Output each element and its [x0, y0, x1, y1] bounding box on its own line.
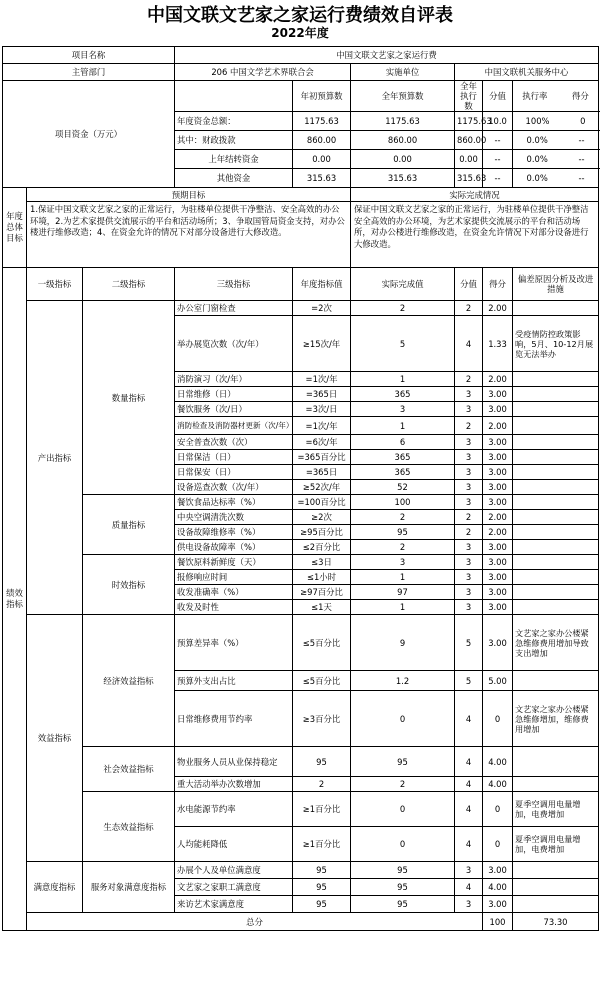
indicator-note: [513, 862, 599, 879]
indicator-actual: 97: [351, 585, 455, 600]
funds-full: 860.00: [351, 131, 455, 150]
indicator-got: 4.00: [483, 777, 513, 792]
perf-header-got: 得分: [483, 268, 513, 301]
indicator-target: ≤1天: [293, 600, 351, 615]
indicator-score: 3: [455, 480, 483, 495]
indicator-name: 举办展览次数（次/年）: [175, 316, 293, 372]
funds-full: 0.00: [351, 150, 455, 169]
indicator-actual: 1: [351, 417, 455, 435]
indicator-got: 1.33: [483, 316, 513, 372]
indicator-target: =2次: [293, 301, 351, 316]
indicator-actual: 95: [351, 896, 455, 913]
impl-value: 中国文联机关服务中心: [455, 64, 599, 81]
indicator-score: 2: [455, 301, 483, 316]
indicator-got: 3.00: [483, 465, 513, 480]
indicator-score: 4: [455, 691, 483, 747]
indicator-actual: 0: [351, 827, 455, 862]
indicator-name: 物业服务人员从业保持稳定: [175, 747, 293, 777]
total-label: 总分: [27, 913, 483, 931]
indicator-actual: 3: [351, 555, 455, 570]
indicator-row: [3, 301, 599, 316]
funds-blank-header: [175, 81, 293, 112]
indicator-row: [3, 862, 599, 879]
indicator-actual: 5: [351, 316, 455, 372]
goals-actual-label: 实际完成情况: [351, 188, 599, 202]
funds-row-label: 年度资金总额：: [175, 112, 293, 131]
indicator-got: 3.00: [483, 585, 513, 600]
indicator-actual: 2: [351, 301, 455, 316]
indicator-score: 3: [455, 570, 483, 585]
indicator-score: 2: [455, 417, 483, 435]
indicator-target: ≥2次: [293, 510, 351, 525]
indicator-note: 受疫情防控政策影响，5月、10-12月展览无法举办: [513, 316, 599, 372]
indicator-actual: 1: [351, 600, 455, 615]
cat2-economic: 经济效益指标: [83, 615, 175, 747]
funds-initial: 1175.63: [293, 112, 351, 131]
indicator-got: 3.00: [483, 435, 513, 450]
perf-header-note: 偏差原因分析及改进措施: [513, 268, 599, 301]
indicator-note: 文艺家之家办公楼紧急维修费用增加导致支出增加: [513, 615, 599, 671]
indicator-note: [513, 465, 599, 480]
indicator-target: 95: [293, 896, 351, 913]
indicator-note: [513, 570, 599, 585]
indicator-note: [513, 480, 599, 495]
funds-label: 项目资金（万元）: [3, 81, 175, 188]
indicator-got: 3.00: [483, 570, 513, 585]
funds-rate: 0.0%: [526, 135, 548, 145]
indicator-target: ≥52次/年: [293, 480, 351, 495]
funds-header-rate: 执行率: [522, 91, 548, 101]
indicator-score: 3: [455, 896, 483, 913]
cat1-output: 产出指标: [27, 301, 83, 615]
indicator-name: 人均能耗降低: [175, 827, 293, 862]
indicator-name: 中央空调清洗次数: [175, 510, 293, 525]
indicator-got: 2.00: [483, 510, 513, 525]
indicator-actual: 95: [351, 862, 455, 879]
cat1-effect: 效益指标: [27, 615, 83, 862]
indicator-target: ≤3日: [293, 555, 351, 570]
perf-header-l3: 三级指标: [175, 268, 293, 301]
indicator-got: 2.00: [483, 301, 513, 316]
goals-label: 年度总体目标: [3, 188, 27, 268]
funds-score: --: [483, 150, 513, 169]
indicator-name: 安全普查次数（次）: [175, 435, 293, 450]
indicator-score: 2: [455, 510, 483, 525]
indicator-target: ≥3百分比: [293, 691, 351, 747]
indicator-row: [3, 792, 599, 827]
indicator-name: 餐饮原料新鲜度（天）: [175, 555, 293, 570]
indicator-got: 3.00: [483, 862, 513, 879]
indicator-note: [513, 879, 599, 896]
indicator-score: 4: [455, 316, 483, 372]
indicator-score: 4: [455, 747, 483, 777]
indicator-got: 3.00: [483, 600, 513, 615]
indicator-target: 95: [293, 879, 351, 896]
indicator-actual: 95: [351, 879, 455, 896]
indicator-got: 3.00: [483, 402, 513, 417]
indicator-got: 4.00: [483, 879, 513, 896]
indicator-target: =6次/年: [293, 435, 351, 450]
indicator-name: 办展个人及单位满意度: [175, 862, 293, 879]
total-row: [3, 913, 599, 931]
indicator-row: [3, 747, 599, 777]
indicator-target: =365百分比: [293, 450, 351, 465]
indicator-got: 3.00: [483, 450, 513, 465]
indicator-target: ≤5百分比: [293, 671, 351, 691]
cat2-quality: 质量指标: [83, 495, 175, 555]
indicator-got: 2.00: [483, 417, 513, 435]
project-name-label: 项目名称: [3, 47, 175, 64]
indicator-target: ≥15次/年: [293, 316, 351, 372]
indicator-actual: 9: [351, 615, 455, 671]
indicator-name: 设备故障维修率（%）: [175, 525, 293, 540]
goals-header-row: [3, 188, 599, 202]
indicator-actual: 3: [351, 402, 455, 417]
funds-initial: 0.00: [293, 150, 351, 169]
indicator-score: 3: [455, 495, 483, 510]
indicator-note: [513, 896, 599, 913]
page-year: 2022年度: [271, 26, 329, 40]
indicator-name: 消防演习（次/年）: [175, 372, 293, 387]
indicator-got: 0: [483, 827, 513, 862]
indicator-target: ≥1百分比: [293, 792, 351, 827]
funds-header-score: 分值: [483, 81, 513, 112]
cat2-service: 服务对象满意度指标: [83, 862, 175, 913]
indicator-actual: 100: [351, 495, 455, 510]
total-score: 100: [483, 913, 513, 931]
indicator-note: [513, 450, 599, 465]
indicator-note: [513, 301, 599, 316]
funds-got: 0: [580, 116, 586, 126]
dept-label: 主管部门: [3, 64, 175, 81]
indicator-note: [513, 402, 599, 417]
indicator-row: [3, 495, 599, 510]
funds-row-label: 其中：财政拨款: [175, 131, 293, 150]
indicator-name: 预算差异率（%）: [175, 615, 293, 671]
funds-got: --: [578, 173, 585, 183]
indicator-target: ≥1百分比: [293, 827, 351, 862]
indicator-note: [513, 671, 599, 691]
indicator-name: 餐饮服务（次/日）: [175, 402, 293, 417]
goals-body-row: [3, 202, 599, 268]
indicator-actual: 365: [351, 450, 455, 465]
indicator-got: 3.00: [483, 540, 513, 555]
indicator-note: [513, 525, 599, 540]
indicator-name: 设备巡查次数（次/年）: [175, 480, 293, 495]
indicator-name: 预算外支出占比: [175, 671, 293, 691]
indicator-actual: 1.2: [351, 671, 455, 691]
indicator-target: 95: [293, 862, 351, 879]
indicator-row: [3, 615, 599, 671]
indicator-score: 3: [455, 862, 483, 879]
funds-row-label: 其他资金: [175, 169, 293, 188]
funds-exec: 315.63: [455, 169, 483, 188]
indicator-target: =100百分比: [293, 495, 351, 510]
indicator-score: 3: [455, 387, 483, 402]
perf-header-score: 分值: [455, 268, 483, 301]
funds-rate-got: [513, 169, 599, 188]
indicator-got: 3.00: [483, 495, 513, 510]
indicator-note: [513, 417, 599, 435]
indicator-score: 2: [455, 525, 483, 540]
funds-full: 315.63: [351, 169, 455, 188]
cat1-satisfaction: 满意度指标: [27, 862, 83, 913]
indicator-note: [513, 435, 599, 450]
indicator-score: 3: [455, 450, 483, 465]
funds-score: --: [483, 169, 513, 188]
indicator-name: 日常维修费用节约率: [175, 691, 293, 747]
indicator-score: 3: [455, 585, 483, 600]
indicator-score: 3: [455, 600, 483, 615]
funds-exec: 860.00: [455, 131, 483, 150]
indicator-target: =3次/日: [293, 402, 351, 417]
indicator-actual: 95: [351, 525, 455, 540]
indicator-got: 0: [483, 792, 513, 827]
indicator-name: 餐饮食品达标率（%）: [175, 495, 293, 510]
indicator-target: ≥97百分比: [293, 585, 351, 600]
indicator-note: 夏季空调用电量增加，电费增加: [513, 827, 599, 862]
indicator-name: 日常维修（日）: [175, 387, 293, 402]
indicator-got: 3.00: [483, 555, 513, 570]
indicator-actual: 2: [351, 510, 455, 525]
indicator-name: 重大活动举办次数增加: [175, 777, 293, 792]
indicator-name: 日常保安（日）: [175, 465, 293, 480]
indicator-score: 4: [455, 792, 483, 827]
indicator-note: [513, 540, 599, 555]
indicator-score: 4: [455, 879, 483, 896]
funds-header-rate-got: [513, 81, 599, 112]
indicator-target: 2: [293, 777, 351, 792]
funds-rate-got: [513, 112, 599, 131]
funds-exec: 1175.63: [455, 112, 483, 131]
indicator-actual: 95: [351, 747, 455, 777]
indicator-note: [513, 372, 599, 387]
indicator-name: 水电能源节约率: [175, 792, 293, 827]
funds-full: 1175.63: [351, 112, 455, 131]
indicator-score: 3: [455, 402, 483, 417]
indicator-actual: 365: [351, 465, 455, 480]
indicator-score: 5: [455, 615, 483, 671]
indicator-name: 收发准确率（%）: [175, 585, 293, 600]
indicator-note: [513, 747, 599, 777]
indicator-score: 5: [455, 671, 483, 691]
funds-rate: 100%: [525, 116, 550, 126]
cat2-eco: 生态效益指标: [83, 792, 175, 862]
funds-header-exec: 全年执行数: [455, 81, 483, 112]
funds-score: --: [483, 131, 513, 150]
indicator-actual: 52: [351, 480, 455, 495]
cat2-time: 时效指标: [83, 555, 175, 615]
indicator-name: 收发及时性: [175, 600, 293, 615]
indicator-got: 2.00: [483, 372, 513, 387]
indicator-target: ≥95百分比: [293, 525, 351, 540]
goals-expected-label: 预期目标: [27, 188, 351, 202]
indicator-target: ≤1小时: [293, 570, 351, 585]
indicator-name: 文艺家之家职工满意度: [175, 879, 293, 896]
project-dept-row: [3, 64, 599, 81]
cat2-quantity: 数量指标: [83, 301, 175, 495]
indicator-target: 95: [293, 747, 351, 777]
project-name: 中国文联文艺家之家运行费: [175, 47, 599, 64]
indicator-got: 3.00: [483, 387, 513, 402]
indicator-score: 4: [455, 827, 483, 862]
perf-header-target: 年度指标值: [293, 268, 351, 301]
indicator-score: 3: [455, 435, 483, 450]
evaluation-table: [2, 46, 599, 931]
indicator-got: 5.00: [483, 671, 513, 691]
perf-header-row: [3, 268, 599, 301]
goals-expected: 1.保证中国文联文艺家之家的正常运行，为驻楼单位提供干净整洁、安全高效的办公环境，2.为艺术家提供交流展示的平台和活动场所；3、争取国管局资金支持，对办公楼进行维修改造；4、在资金允许的情况下对部分设备进行大修改造。: [27, 202, 351, 268]
indicator-row: [3, 555, 599, 570]
indicator-actual: 0: [351, 691, 455, 747]
dept-value: 206 中国文学艺术界联合会: [175, 64, 351, 81]
funds-initial: 315.63: [293, 169, 351, 188]
indicator-note: [513, 585, 599, 600]
indicator-name: 供电设备故障率（%）: [175, 540, 293, 555]
funds-initial: 860.00: [293, 131, 351, 150]
indicator-actual: 365: [351, 387, 455, 402]
indicator-target: =1次/年: [293, 372, 351, 387]
indicator-target: ≤5百分比: [293, 615, 351, 671]
funds-rate: 0.0%: [526, 173, 548, 183]
funds-score: 10.0: [483, 112, 513, 131]
indicator-name: 消防检查及消防器材更新（次/年）: [175, 417, 293, 435]
perf-header-l1: 一级指标: [27, 268, 83, 301]
indicator-got: 2.00: [483, 525, 513, 540]
indicator-actual: 2: [351, 540, 455, 555]
goals-actual: 保证中国文联文艺家之家的正常运行，为驻楼单位提供干净整洁安全高效的办公环境，为艺术家提供交流展示的平台和活动场所，对办公楼进行维修改造，在资金允许情况下对部分设备进行大修改造。: [351, 202, 599, 268]
perf-header-actual: 实际完成值: [351, 268, 455, 301]
indicator-actual: 6: [351, 435, 455, 450]
indicator-target: =1次/年: [293, 417, 351, 435]
impl-label: 实施单位: [351, 64, 455, 81]
project-name-row: [3, 47, 599, 64]
indicator-target: =365日: [293, 465, 351, 480]
funds-header-initial: 年初预算数: [293, 81, 351, 112]
indicator-name: 来访艺术家满意度: [175, 896, 293, 913]
indicator-score: 3: [455, 540, 483, 555]
funds-header-got: 得分: [572, 91, 589, 101]
indicator-actual: 1: [351, 372, 455, 387]
indicator-got: 3.00: [483, 896, 513, 913]
funds-got: --: [578, 135, 585, 145]
indicator-target: =365日: [293, 387, 351, 402]
indicator-got: 0: [483, 691, 513, 747]
indicator-name: 报修响应时间: [175, 570, 293, 585]
indicator-note: [513, 387, 599, 402]
funds-got: --: [578, 154, 585, 164]
indicator-got: 3.00: [483, 615, 513, 671]
funds-header-full: 全年预算数: [351, 81, 455, 112]
indicator-note: [513, 495, 599, 510]
funds-header-row: [3, 81, 599, 112]
perf-label: 绩效指标: [3, 268, 27, 931]
indicator-score: 3: [455, 555, 483, 570]
funds-row-label: 上年结转资金: [175, 150, 293, 169]
indicator-target: ≤2百分比: [293, 540, 351, 555]
cat2-social: 社会效益指标: [83, 747, 175, 792]
indicator-note: [513, 510, 599, 525]
indicator-score: 4: [455, 777, 483, 792]
funds-exec: 0.00: [455, 150, 483, 169]
indicator-actual: 0: [351, 792, 455, 827]
indicator-actual: 1: [351, 570, 455, 585]
perf-header-l2: 二级指标: [83, 268, 175, 301]
indicator-note: 文艺家之家办公楼紧急维修增加，维修费用增加: [513, 691, 599, 747]
indicator-name: 日常保洁（日）: [175, 450, 293, 465]
total-got: 73.30: [513, 913, 599, 931]
funds-rate-got: [513, 131, 599, 150]
indicator-note: 夏季空调用电量增加，电费增加: [513, 792, 599, 827]
indicator-note: [513, 777, 599, 792]
indicator-score: 2: [455, 372, 483, 387]
indicator-name: 办公室门窗检查: [175, 301, 293, 316]
page-title: 中国文联文艺家之家运行费绩效自评表: [147, 5, 453, 26]
funds-rate: 0.0%: [526, 154, 548, 164]
indicator-note: [513, 555, 599, 570]
indicator-score: 3: [455, 465, 483, 480]
indicator-note: [513, 600, 599, 615]
indicator-got: 3.00: [483, 480, 513, 495]
indicator-actual: 2: [351, 777, 455, 792]
funds-rate-got: [513, 150, 599, 169]
indicator-got: 4.00: [483, 747, 513, 777]
